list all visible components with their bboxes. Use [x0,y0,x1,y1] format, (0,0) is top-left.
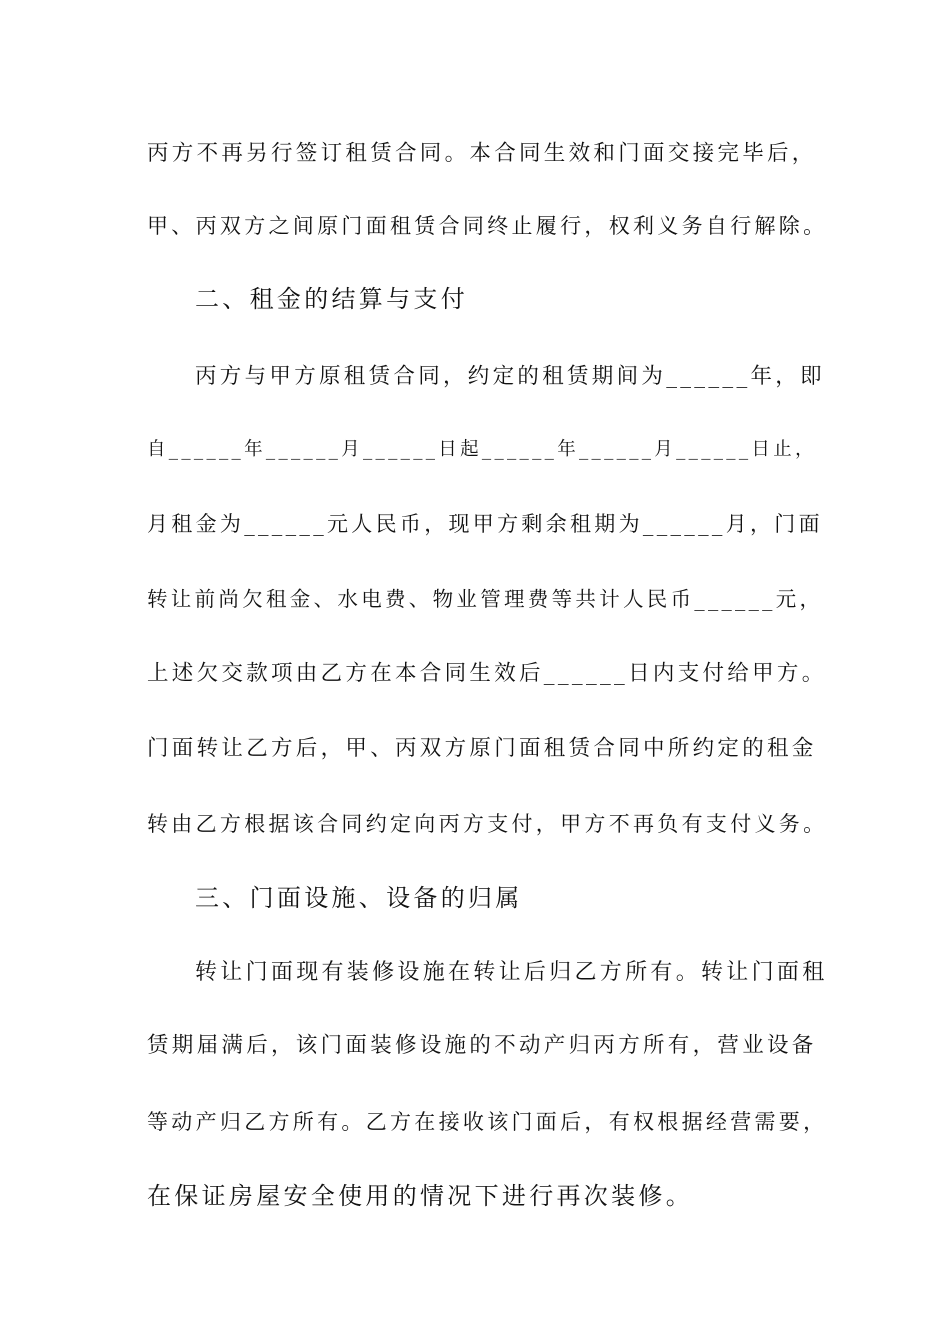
paragraph-line: 月租金为______元人民币，现甲方剩余租期为______月，门面 [147,512,823,536]
paragraph-line: 门面转让乙方后，甲、丙双方原门面租赁合同中所约定的租金 [147,736,817,761]
paragraph-line: 赁期届满后，该门面装修设施的不动产归丙方所有，营业设备 [147,1033,817,1058]
paragraph-line: 丙方与甲方原租赁合同，约定的租赁期间为______年，即 [195,364,825,389]
paragraph-line: 上述欠交款项由乙方在本合同生效后______日内支付给甲方。 [147,661,827,686]
paragraph-line: 转由乙方根据该合同约定向丙方支付，甲方不再负有支付义务。 [147,812,828,836]
paragraph-line: 转让门面现有装修设施在转让后归乙方所有。转让门面租 [195,960,828,985]
paragraph-line: 等动产归乙方所有。乙方在接收该门面后，有权根据经营需要， [147,1110,828,1134]
paragraph-line: 丙方不再另行签订租赁合同。本合同生效和门面交接完毕后， [147,141,817,166]
paragraph-line: 转让前尚欠租金、水电费、物业管理费等共计人民币______元， [147,587,824,611]
paragraph-line: 自______年______月______日起______年______月______日止， [147,439,817,460]
paragraph-line: 甲、丙双方之间原门面租赁合同终止履行，权利义务自行解除。 [147,214,828,238]
section-heading: 二、租金的结算与支付 [195,285,468,313]
section-heading: 三、门面设施、设备的归属 [195,884,523,912]
paragraph-line: 在保证房屋安全使用的情况下进行再次装修。 [147,1182,693,1210]
